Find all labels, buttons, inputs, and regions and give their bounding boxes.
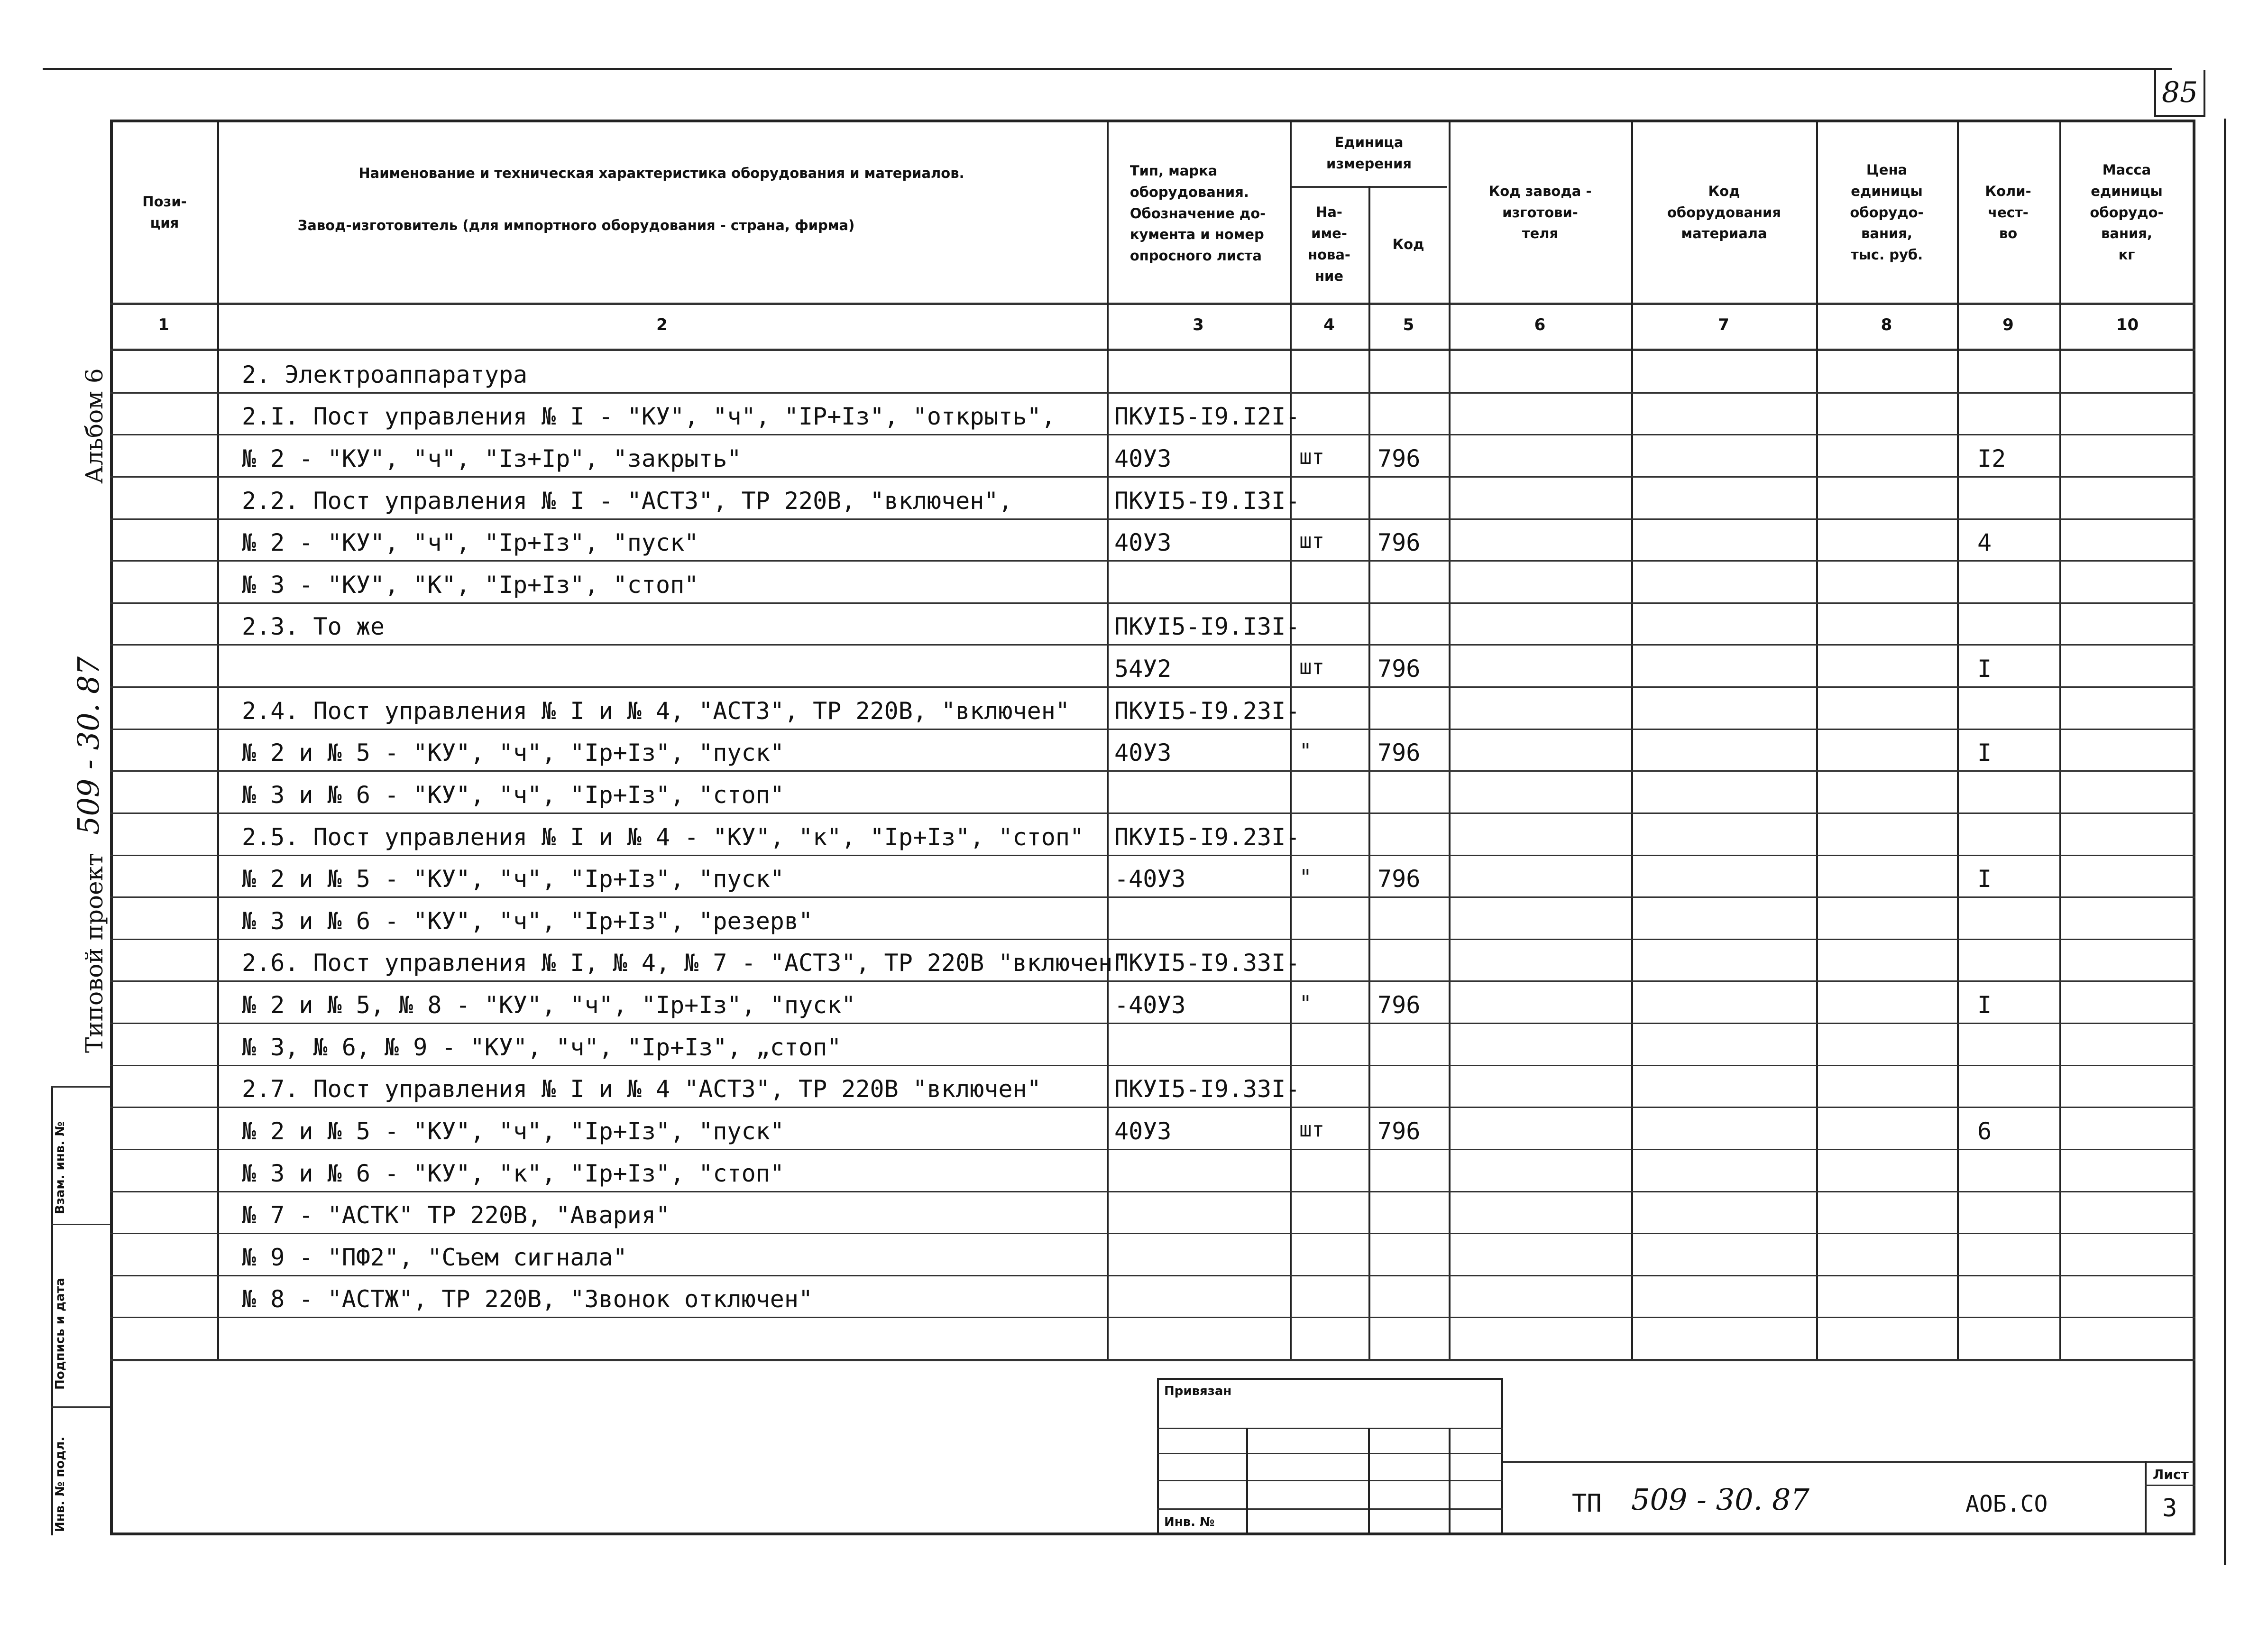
row-unit: шт (1299, 444, 1324, 469)
sheet-box-line (2145, 1485, 2195, 1486)
row-type: -40УЗ (1114, 865, 1186, 893)
row-name: № 2 и № 5 - "КУ", "ч", "Iр+Iз", "пуск" (242, 739, 784, 767)
row-divider (110, 896, 2195, 898)
column-line (1107, 120, 1109, 1359)
row-divider (110, 476, 2195, 478)
margin-strip-div (51, 1224, 110, 1225)
header-unit-group: Единица измерения (1326, 134, 1412, 172)
row-name: 2. Электроаппаратура (242, 360, 528, 388)
row-name: 2.2. Пост управления № I - "АСТЗ", ТР 220В, "включен", (242, 487, 1013, 515)
attached-box-vline (1449, 1428, 1451, 1535)
album-label: Альбом 6 (81, 368, 108, 484)
row-divider (110, 1317, 2195, 1318)
row-unit: шт (1299, 655, 1324, 679)
attached-box-vline (1368, 1428, 1370, 1535)
row-code: 796 (1377, 865, 1421, 893)
row-type: ПКУI5-I9.I3I- (1114, 613, 1300, 641)
inv-replace-label: Взам. инв. № (53, 1121, 67, 1214)
header-unit-code: Код (1392, 236, 1424, 252)
row-divider (110, 980, 2195, 982)
attached-box-line (1157, 1428, 1503, 1429)
row-name: № 2 - "КУ", "ч", "Iз+Iр", "закрыть" (242, 444, 742, 472)
column-number: 1 (158, 315, 169, 334)
row-divider (110, 434, 2195, 435)
row-name: № 7 - "АСТК" ТР 220В, "Авария" (242, 1201, 670, 1229)
header-manufacturer: Завод-изготовитель (для импортного оборудования - страна, фирма) (297, 217, 855, 233)
row-code: 796 (1377, 1117, 1421, 1145)
project-number-label: 509 - 30. 87 (71, 656, 106, 835)
row-unit: " (1299, 739, 1312, 764)
column-line (217, 120, 219, 1359)
row-qty: 4 (1977, 529, 1992, 557)
row-qty: I (1977, 865, 1992, 893)
row-unit: " (1299, 865, 1312, 890)
attached-box (1157, 1378, 1503, 1535)
row-type: 40УЗ (1114, 1117, 1172, 1145)
row-divider (110, 1107, 2195, 1108)
column-number: 7 (1718, 315, 1729, 334)
sheet-label: Лист (2153, 1467, 2189, 1482)
column-number: 2 (656, 315, 668, 334)
corner-sheet-number: 85 (2154, 70, 2205, 117)
header-unit-name: На- име- нова- ние (1308, 204, 1350, 284)
row-type: ПКУI5-I9.33I- (1114, 1075, 1300, 1103)
row-name: 2.5. Пост управления № I и № 4 - "КУ", "к", "Iр+Iз", "стоп" (242, 823, 1084, 851)
row-name: 2.6. Пост управления № I, № 4, № 7 - "АСТЗ", ТР 220В "включен" (242, 949, 1127, 977)
header-name: Наименование и техническая характеристика оборудования и материалов. (358, 165, 964, 181)
header-position: Пози- ция (142, 194, 187, 231)
document-code: АОБ.СО (1965, 1491, 2048, 1517)
row-name: № 3 и № 6 - "КУ", "к", "Iр+Iз", "стоп" (242, 1159, 784, 1187)
row-type: ПКУI5-I9.I2I- (1114, 403, 1300, 431)
row-name: № 3 - "КУ", "К", "Iр+Iз", "стоп" (242, 571, 699, 599)
column-number: 3 (1193, 315, 1204, 334)
row-name: № 8 - "АСТЖ", ТР 220В, "Звонок отключен" (242, 1285, 813, 1313)
column-number: 9 (2002, 315, 2014, 334)
column-number: 4 (1323, 315, 1335, 334)
margin-strip-div (51, 1086, 110, 1088)
row-code: 796 (1377, 739, 1421, 767)
row-qty: 6 (1977, 1117, 1992, 1145)
stamp-code-line (1503, 1461, 2195, 1463)
row-name: № 9 - "ПФ2", "Съем сигнала" (242, 1243, 627, 1271)
row-name: 2.I. Пост управления № I - "КУ", "ч", "IР+Iз", "открыть", (242, 403, 1056, 431)
header-factory-code: Код завода - изготови- теля (1488, 183, 1592, 242)
column-number: 10 (2116, 315, 2139, 334)
row-code: 796 (1377, 655, 1421, 683)
header-equipment-code: Код оборудования материала (1667, 183, 1781, 242)
row-divider (110, 602, 2195, 604)
sign-date-label: Подпись и дата (53, 1277, 67, 1390)
row-name: № 3 и № 6 - "КУ", "ч", "Iр+Iз", "резерв" (242, 907, 813, 935)
row-divider (110, 1065, 2195, 1066)
right-border-line (2224, 119, 2226, 1565)
inv-label: Инв. № (1164, 1515, 1215, 1529)
row-name: № 2 - "КУ", "ч", "Iр+Iз", "пуск" (242, 529, 699, 557)
row-divider (110, 812, 2195, 814)
row-name: № 2 и № 5 - "КУ", "ч", "Iр+Iз", "пуск" (242, 865, 784, 893)
tp-label: ТП (1572, 1489, 1602, 1518)
row-divider (110, 392, 2195, 394)
column-number: 6 (1534, 315, 1546, 334)
column-line (1631, 120, 1633, 1359)
header-type: Тип, марка оборудования. Обозначение до- кумента и номер опросного листа (1129, 162, 1266, 264)
row-qty: I (1977, 655, 1992, 683)
header-price: Цена единицы оборудо- вания, тыс. руб. (1850, 161, 1924, 263)
row-code: 796 (1377, 991, 1421, 1019)
row-name: № 3 и № 6 - "КУ", "ч", "Iр+Iз", "стоп" (242, 781, 784, 809)
row-name: № 3, № 6, № 9 - "КУ", "ч", "Iр+Iз", „стоп" (242, 1033, 842, 1061)
row-name: № 2 и № 5, № 8 - "КУ", "ч", "Iр+Iз", "пуск" (242, 991, 856, 1019)
row-type: ПКУI5-I9.23I- (1114, 823, 1300, 851)
row-qty: I (1977, 991, 1992, 1019)
column-line (1449, 120, 1451, 1359)
row-divider (110, 1275, 2195, 1276)
row-qty: I (1977, 739, 1992, 767)
attached-box-line (1157, 1508, 1503, 1510)
row-divider (110, 1149, 2195, 1150)
row-type: 40УЗ (1114, 444, 1172, 472)
top-border-line (43, 68, 2172, 70)
attached-box-line (1157, 1480, 1503, 1481)
row-divider (110, 1233, 2195, 1234)
row-type: -40УЗ (1114, 991, 1186, 1019)
row-divider (110, 518, 2195, 520)
project-type-label: Типовой проект (81, 853, 108, 1053)
header-bottom-line (110, 303, 2195, 305)
column-line (1368, 186, 1370, 1359)
row-name: № 2 и № 5 - "КУ", "ч", "Iр+Iз", "пуск" (242, 1117, 784, 1145)
sheet-value: 3 (2162, 1494, 2177, 1523)
column-number: 5 (1403, 315, 1414, 334)
row-type: 54У2 (1114, 655, 1172, 683)
row-divider (110, 855, 2195, 856)
attached-label: Привязан (1164, 1384, 1232, 1398)
row-type: 40УЗ (1114, 739, 1172, 767)
row-code: 796 (1377, 444, 1421, 472)
row-divider (110, 729, 2195, 730)
header-mass: Масса единицы оборудо- вания, кг (2090, 161, 2164, 263)
row-divider (110, 1023, 2195, 1024)
column-number-bottom-line (110, 349, 2195, 351)
row-divider (110, 560, 2195, 562)
row-type: ПКУI5-I9.23I- (1114, 697, 1300, 725)
row-name: 2.7. Пост управления № I и № 4 "АСТЗ", ТР 220В "включен" (242, 1075, 1041, 1103)
column-line (1290, 120, 1292, 1359)
row-divider (110, 939, 2195, 940)
row-divider (110, 1191, 2195, 1192)
inv-orig-label: Инв. № подл. (53, 1436, 67, 1532)
column-line (1816, 120, 1818, 1359)
row-divider (110, 644, 2195, 646)
attached-box-vline (1246, 1428, 1248, 1535)
row-name: 2.3. То же (242, 613, 385, 641)
row-divider (110, 686, 2195, 688)
row-type: ПКУI5-I9.33I- (1114, 949, 1300, 977)
stamp-top-line (110, 1359, 2195, 1361)
row-code: 796 (1377, 529, 1421, 557)
attached-box-line (1157, 1453, 1503, 1454)
row-qty: I2 (1977, 444, 2006, 472)
row-name: 2.4. Пост управления № I и № 4, "АСТЗ", ТР 220В, "включен" (242, 697, 1070, 725)
row-type: ПКУI5-I9.I3I- (1114, 487, 1300, 515)
column-line (1957, 120, 1959, 1359)
row-divider (110, 770, 2195, 772)
row-unit: шт (1299, 529, 1324, 554)
row-unit: " (1299, 991, 1312, 1016)
tp-number: 509 - 30. 87 (1631, 1482, 1809, 1517)
header-quantity: Коли- чест- во (1985, 183, 2031, 242)
column-line (2059, 120, 2061, 1359)
margin-strip-div (51, 1406, 110, 1408)
row-type: 40УЗ (1114, 529, 1172, 557)
column-number: 8 (1881, 315, 1892, 334)
row-unit: шт (1299, 1117, 1324, 1142)
